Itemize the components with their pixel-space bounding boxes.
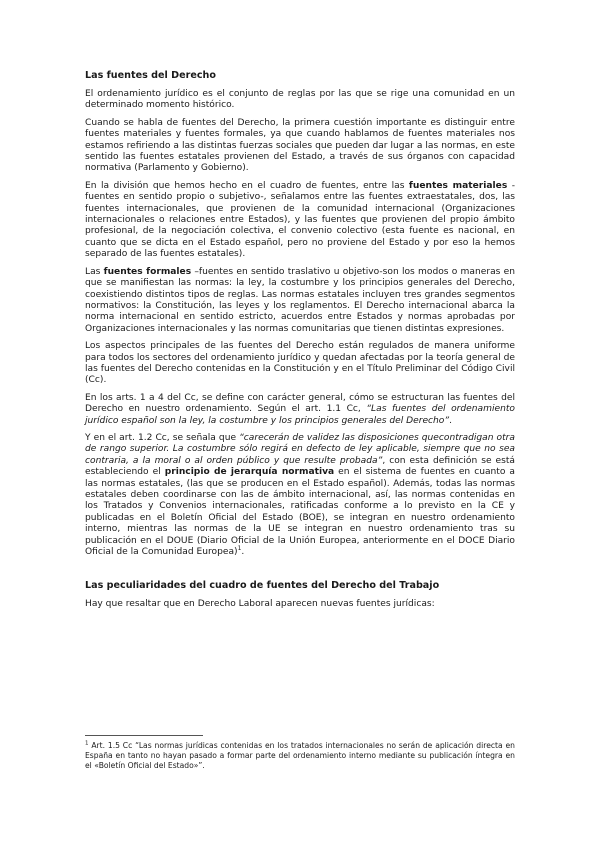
paragraph-art-1-2 <box>85 433 515 558</box>
footnote <box>85 741 515 771</box>
quote-art-1-2: “carecerán de validez las disposiciones quecontradigan otra de rango superior. La costumbre sólo regirá en defecto de ley aplicable, siempre que no sea contraria, a la moral o al orden público y que resulte probada” <box>85 432 515 466</box>
paragraph-fuentes-materiales-formales: Cuando se habla de fuentes del Derecho, la primera cuestión importante es distinguir entre fuentes materiales y fuentes formales, ya que cuando hablamos de fuentes materiales nos estamos refiriendo a las distintas fuerzas sociales que pueden dar lugar a las normas, en este sentido las fuentes estatales provienen del Estado, a través de sus órganos con capacidad normativa (Parlamento y Gobierno). <box>85 117 515 174</box>
footnote-text: Art. 1.5 Cc “Las normas jurídicas contenidas en los tratados internacionales no serán de aplicación directa en España en tanto no hayan pasado a formar parte del ordenamiento interno mediante su publicación íntegra en el «Boletín Oficial del Estado»”. <box>85 741 515 770</box>
text-run: Y en el art. 1.2 Cc, se señala que <box>85 432 240 443</box>
text-run: . <box>449 415 452 426</box>
paragraph-arts-cc <box>85 393 515 427</box>
document-body <box>85 70 515 617</box>
text-run: , con esta definición se está estableciendo el <box>85 455 515 478</box>
footnote-marker: 1 <box>85 740 89 747</box>
paragraph-division-cuadro <box>85 181 515 261</box>
bold-term-fuentes-materiales: fuentes materiales <box>408 180 508 191</box>
text-run: –fuentes en sentido traslativo u objetivo-son los modos o maneras en que se manifiestan las normas: la ley, la costumbre y los principios generales del Derecho, coexistiendo distintos tipos de reglas. Las normas estatales incluyen tres grandes segmentos normativos: la Constitución, las leyes y los reglamentos. El Derecho internacional abarca la norma internacional en sentido estricto, acuerdos entre Estados y normas aprobadas por Organizaciones internacionales y las normas comunitarias que tienen distintas expresiones. <box>85 266 515 334</box>
paragraph-ordenamiento: El ordenamiento jurídico es el conjunto de reglas por las que se rige una comunidad en un determinado momento histórico. <box>85 89 515 111</box>
section-title-fuentes: Las fuentes del Derecho <box>85 70 216 81</box>
footnote-reference[interactable]: 1 <box>237 545 242 552</box>
bold-term-fuentes-formales: fuentes formales <box>103 266 192 277</box>
text-run: Las <box>85 266 104 277</box>
section-title-peculiaridades: Las peculiaridades del cuadro de fuentes del Derecho del Trabajo <box>85 580 440 592</box>
text-run: En los arts. 1 a 4 del Cc, se define con carácter general, cómo se estructuran las fuentes del Derecho en nuestro ordenamiento. Según el art. 1.1 Cc, <box>85 392 515 415</box>
paragraph-fuentes-formales <box>85 267 515 335</box>
paragraph-derecho-laboral: Hay que resaltar que en Derecho Laboral aparecen nuevas fuentes jurídicas: <box>85 599 435 610</box>
text-run: -fuentes en sentido propio o subjetivo-, señalamos entre las fuentes extraestatales, dos, las fuentes internacionales, que provienen de la comunidad internacional (Organizaciones internacionales o relaciones entre Estados), y las fuentes que provienen del propio ámbito profesional, de la negociación colectiva, el convenio colectivo (esta fuente es nacional, en cuanto que se dicta en el Estado español, pero no proviene del Estado y por eso la hemos separado de las fuentes estatales). <box>85 180 515 260</box>
footnote-separator <box>85 735 203 736</box>
quote-art-1-1: “Las fuentes del ordenamiento jurídico español son la ley, la costumbre y los principios generales del Derecho” <box>85 404 515 426</box>
bold-term-jerarquia-normativa: principio de jerarquía normativa <box>164 467 335 478</box>
text-run: en el sistema de fuentes en cuanto a las normas estatales, (las que se producen en el Estado español). Además, todas las normas estatales deben coordinarse con las de ámbito internacional, así, las normas contenidas en los Tratados y Convenios internacionales, ratificadas conforme a lo previsto en la CE y publicadas en el Boletín Oficial del Estado (BOE), se integran en nuestro ordenamiento interno, mientras las normas de la UE se integran en nuestro ordenamiento tras su publicación en el DOUE (Diario Oficial de la Unión Europea, anteriormente en el DOCE Diario Oficial de la Comunidad Europea) <box>85 467 515 558</box>
text-run: . <box>241 547 245 558</box>
text-run: En la división que hemos hecho en el cuadro de fuentes, entre las <box>85 180 409 191</box>
paragraph-aspectos-principales: Los aspectos principales de las fuentes del Derecho están regulados de manera uniforme para todos los sectores del ordenamiento jurídico y quedan afectadas por la teoría general de las fuentes del Derecho contenidas en la Constitución y en el Título Preliminar del Código Civil (Cc). <box>85 341 515 386</box>
